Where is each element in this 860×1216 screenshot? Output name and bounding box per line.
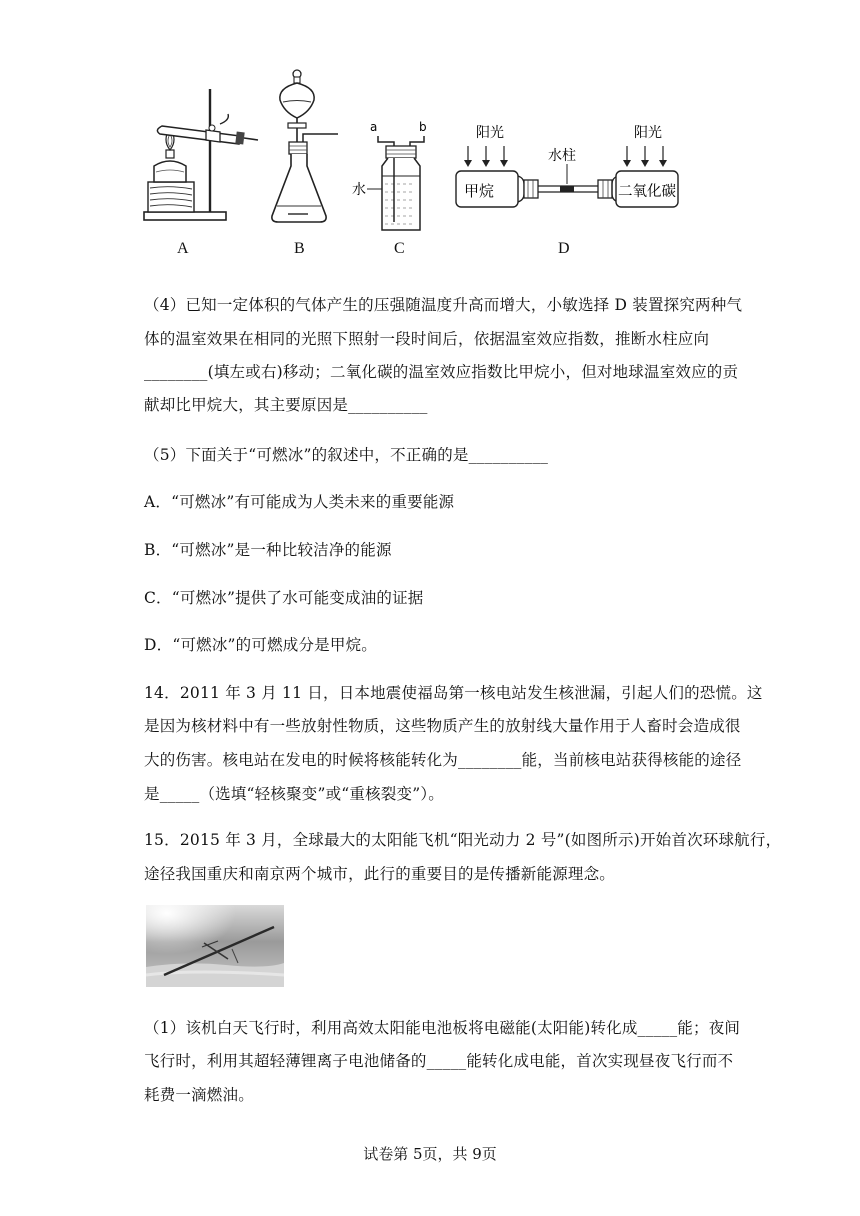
q4-line-2: 体的温室效果在相同的光照下照射一段时间后，依据温室效应指数，推断水柱应向 — [144, 330, 710, 348]
q5-option-c: C．“可燃冰”提供了水可能变成油的证据 — [144, 589, 424, 607]
q14-line-4: 是_____（选填“轻核聚变”或“重核裂变”）。 — [144, 785, 444, 803]
q5-option-b: B．“可燃冰”是一种比较洁净的能源 — [144, 541, 392, 559]
methane-bottle-label: 甲烷 — [464, 182, 495, 200]
page-footer: 试卷第 5页，共 9页 — [363, 1145, 497, 1163]
q4-line-1: （4）已知一定体积的气体产生的压强随温度升高而增大，小敏选择 D 装置探究两种气 — [144, 296, 743, 314]
q14-line-1: 14．2011 年 3 月 11 日，日本地震使福岛第一核电站发生核泄漏，引起人们的恐慌。这 — [144, 684, 763, 702]
q15-line-1: 15．2015 年 3 月，全球最大的太阳能飞机“阳光动力 2 号”(如图所示)开始首次环球航行， — [144, 831, 782, 849]
figure-label-b: B — [294, 240, 305, 257]
q15-sub1-line-2: 飞行时，利用其超轻薄锂离子电池储备的_____能转化成电能，首次实现昼夜飞行而不 — [144, 1052, 734, 1070]
figure-label-d: D — [558, 240, 570, 257]
q15-sub1-line-1: （1）该机白天飞行时，利用高效太阳能电池板将电磁能(太阳能)转化成_____能；夜间 — [144, 1019, 741, 1037]
figure-label-c: C — [394, 240, 405, 257]
figure-label-a: A — [177, 240, 189, 257]
water-label: 水 — [352, 182, 366, 198]
q14-line-3: 大的伤害。核电站在发电的时候将核能转化为________能，当前核电站获得核能的途径 — [144, 751, 742, 769]
apparatus-b-figure — [266, 66, 346, 234]
q4-line-4: 献却比甲烷大，其主要原因是__________ — [144, 396, 428, 414]
apparatus-c-figure — [350, 118, 440, 236]
port-b-label: b — [419, 120, 427, 134]
sunlight-left-label: 阳光 — [476, 125, 504, 141]
apparatus-d-figure — [450, 118, 690, 218]
port-a-label: a — [370, 120, 378, 134]
q5-option-d: D．“可燃冰”的可燃成分是甲烷。 — [144, 636, 377, 654]
water-column-label: 水柱 — [548, 148, 576, 164]
co2-bottle-label: 二氧化碳 — [618, 184, 676, 200]
q5-stem: （5）下面关于“可燃冰”的叙述中，不正确的是__________ — [144, 446, 549, 464]
q4-line-3: ________(填左或右)移动；二氧化碳的温室效应指数比甲烷小，但对地球温室效应的贡 — [144, 363, 739, 381]
apparatus-a-figure — [140, 84, 260, 234]
solar-plane-photo — [146, 905, 284, 987]
sunlight-right-label: 阳光 — [634, 125, 662, 141]
q14-line-2: 是因为核材料中有一些放射性物质，这些物质产生的放射线大量作用于人畜时会造成很 — [144, 717, 741, 735]
q15-line-2: 途径我国重庆和南京两个城市，此行的重要目的是传播新能源理念。 — [144, 865, 616, 883]
q5-option-a: A．“可燃冰”有可能成为人类未来的重要能源 — [144, 493, 455, 511]
q15-sub1-line-3: 耗费一滴燃油。 — [144, 1086, 254, 1104]
